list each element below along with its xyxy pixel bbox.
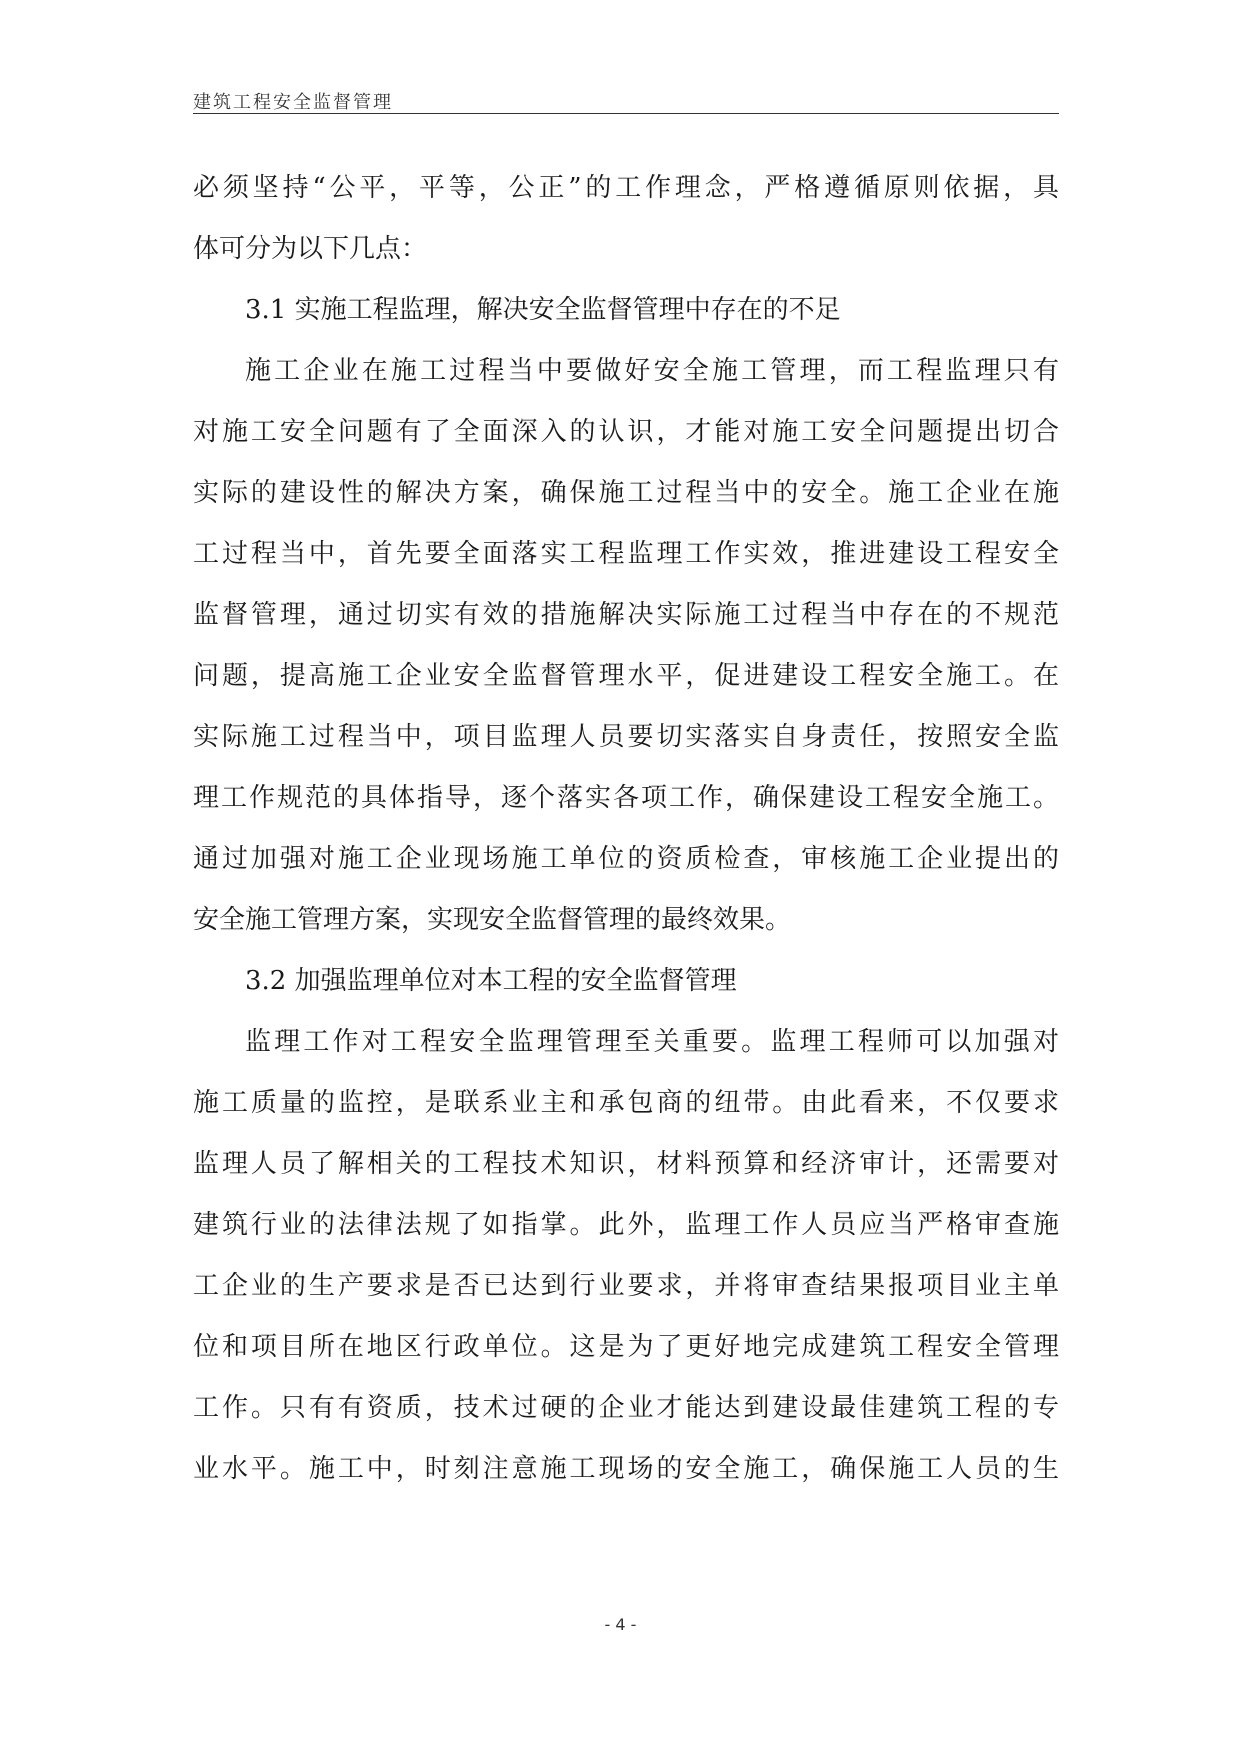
paragraph-line: 体可分为以下几点： [193,234,428,264]
paragraph-line: 必须坚持“公平，平等，公正”的工作理念，严格遵循原则依据，具 [193,173,1059,203]
paragraph-line: 安全施工管理方案，实现安全监督管理的最终效果。 [193,905,792,935]
running-header: 建筑工程安全监督管理 [193,92,393,113]
paragraph-line: 实际的建设性的解决方案，确保施工过程当中的安全。施工企业在施 [193,478,1059,508]
paragraph-line: 工作。只有有资质，技术过硬的企业才能达到建设最佳建筑工程的专 [193,1393,1059,1423]
paragraph-line: 监督管理，通过切实有效的措施解决实际施工过程当中存在的不规范 [193,600,1059,630]
paragraph-line: 对施工安全问题有了全面深入的认识，才能对施工安全问题提出切合 [193,417,1059,447]
paragraph-line: 监理人员了解相关的工程技术知识，材料预算和经济审计，还需要对 [193,1149,1059,1179]
paragraph-line: 施工企业在施工过程当中要做好安全施工管理，而工程监理只有 [245,356,1059,386]
paragraph-line: 施工质量的监控，是联系业主和承包商的纽带。由此看来，不仅要求 [193,1088,1059,1118]
paragraph-line: 工企业的生产要求是否已达到行业要求，并将审查结果报项目业主单 [193,1271,1059,1301]
paragraph-line: 理工作规范的具体指导，逐个落实各项工作，确保建设工程安全施工。 [193,783,1059,813]
header-rule [193,113,1059,114]
paragraph-line: 业水平。施工中，时刻注意施工现场的安全施工，确保施工人员的生 [193,1454,1059,1484]
body-text [193,158,1059,1500]
section-heading-3-2: 3.2 加强监理单位对本工程的安全监督管理 [245,966,737,996]
paragraph-line: 工过程当中，首先要全面落实工程监理工作实效，推进建设工程安全 [193,539,1059,569]
paragraph-line: 实际施工过程当中，项目监理人员要切实落实自身责任，按照安全监 [193,722,1059,752]
paragraph-line: 监理工作对工程安全监理管理至关重要。监理工程师可以加强对 [245,1027,1059,1057]
page-number: - 4 - [604,1615,637,1634]
paragraph-line: 问题，提高施工企业安全监督管理水平，促进建设工程安全施工。在 [193,661,1059,691]
section-heading-3-1: 3.1 实施工程监理，解决安全监督管理中存在的不足 [245,295,841,325]
paragraph-line: 通过加强对施工企业现场施工单位的资质检查，审核施工企业提出的 [193,844,1059,874]
paragraph-line: 位和项目所在地区行政单位。这是为了更好地完成建筑工程安全管理 [193,1332,1059,1362]
paragraph-line: 建筑行业的法律法规了如指掌。此外，监理工作人员应当严格审查施 [193,1210,1059,1240]
